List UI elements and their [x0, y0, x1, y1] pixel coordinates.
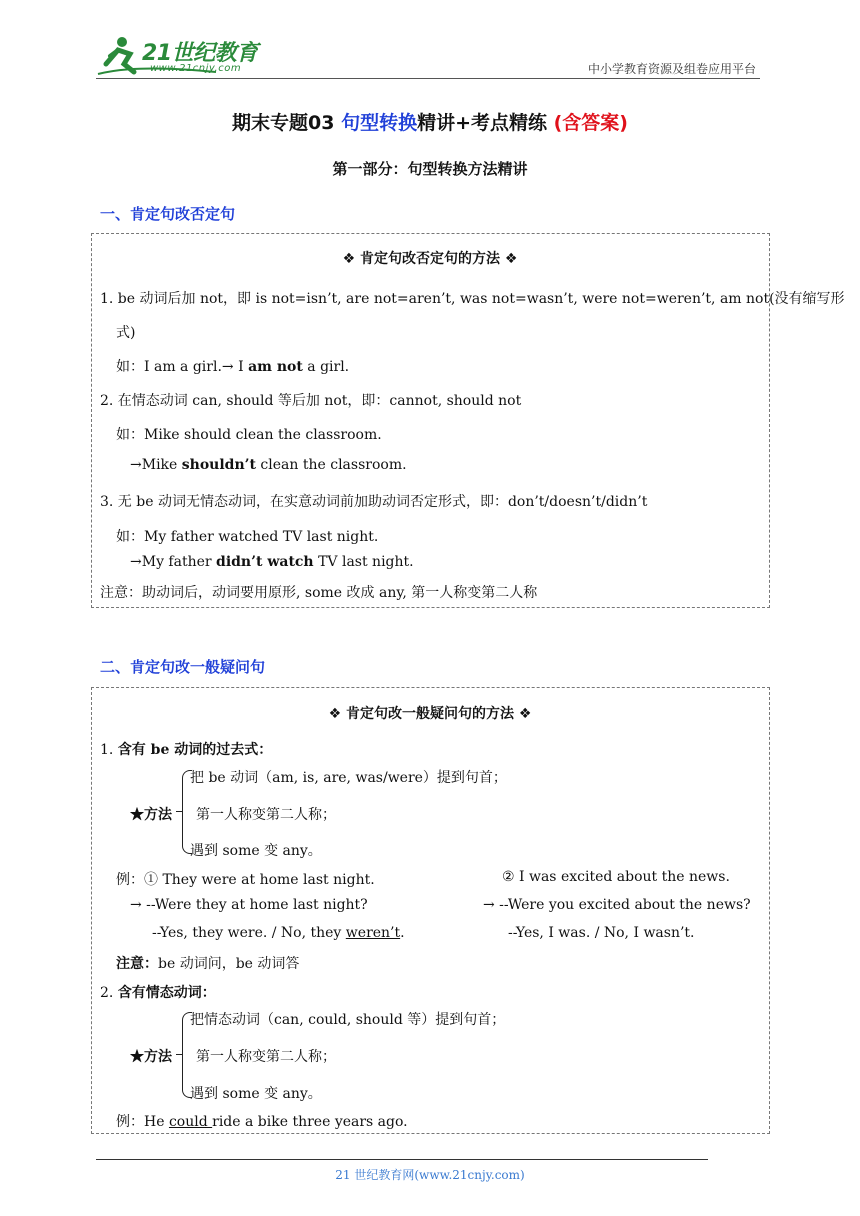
title-part-4: (含答案): [553, 112, 628, 134]
s2-method-2-b: 第一人称变第二人称；: [196, 1049, 336, 1065]
header-divider: [96, 78, 760, 79]
s1-l5c: clean the classroom.: [255, 457, 407, 473]
s2-example-2: ② I was excited about the news.: [502, 869, 730, 885]
s2-example-2-a: --Yes, I was. / No, I wasn’t.: [508, 925, 695, 941]
s2-ex-a: 例：He: [116, 1114, 169, 1130]
s2-p2a: 2.: [100, 985, 118, 1001]
s2-note: [116, 953, 299, 973]
s2-example-1-q: → --Were they at home last night?: [130, 897, 368, 913]
s1-l2b: am not: [248, 359, 303, 375]
s1-line-1b: 式): [116, 325, 136, 341]
footer-text[interactable]: 21 世纪教育网(www.21cnjy.com): [335, 1168, 525, 1182]
s1-note: 注意：助动词后，动词要用原形, some 改成 any, 第一人称变第二人称: [100, 585, 538, 601]
s1-line-8: [130, 554, 414, 570]
s2-method-2-a: 把情态动词（can, could, should 等）提到句首；: [190, 1012, 506, 1028]
title-part-2: 句型转换: [341, 112, 418, 134]
section-1-box-title: ❖ 肯定句改否定句的方法 ❖: [342, 251, 518, 267]
s1-line-4: 如：Mike should clean the classroom.: [116, 427, 382, 443]
s2-method-label-1: ★方法: [130, 807, 172, 823]
s2-note-b: be 动词问，be 动词答: [158, 956, 300, 972]
s1-line-5: [130, 457, 407, 473]
page-title: [0, 108, 860, 135]
s1-line-7: 如：My father watched TV last night.: [116, 529, 379, 545]
brace-2-tip: [176, 1054, 182, 1055]
s2-method-2-c: 遇到 some 变 any。: [190, 1086, 322, 1102]
s2-example-3: [116, 1111, 408, 1131]
s2-p1b: 含有 be 动词的过去式：: [117, 742, 273, 758]
s1-l2a: 如：I am a girl.→ I: [116, 359, 249, 375]
brace-1-tip: [176, 811, 182, 812]
s2-method-1-c: 遇到 some 变 any。: [190, 843, 322, 859]
s2-ex-b: could: [168, 1114, 213, 1130]
s2-ex-c: ride a bike three years ago.: [212, 1114, 408, 1130]
section-2-box-title: ❖ 肯定句改一般疑问句的方法 ❖: [328, 706, 532, 722]
s1-line-2: [116, 356, 349, 376]
s1-line-3: 2. 在情态动词 can, should 等后加 not，即：cannot, should not: [100, 393, 522, 409]
s2-example-2-q: → --Were you excited about the news?: [483, 897, 751, 913]
title-part-1: 期末专题03: [232, 112, 342, 134]
s2-example-1: 例：① They were at home last night.: [116, 872, 375, 888]
s2-point-2: [100, 982, 216, 1002]
s1-l8c: TV last night.: [313, 554, 414, 570]
title-part-3: 精讲+考点精练: [417, 112, 554, 134]
s1-l5a: →Mike: [130, 457, 182, 473]
footer-divider: [96, 1159, 708, 1160]
s2-e5c: .: [400, 925, 405, 941]
s2-point-1: [100, 739, 272, 759]
s1-line-6: 3. 无 be 动词无情态动词，在实意动词前加助动词否定形式，即：don’t/doesn’t/didn’t: [100, 494, 648, 510]
s2-example-1-a: [152, 925, 405, 941]
section-2-heading: 二、肯定句改一般疑问句: [100, 658, 266, 676]
section-1-heading: 一、肯定句改否定句: [100, 205, 236, 223]
s2-p1a: 1.: [100, 742, 118, 758]
s2-e5b: weren’t: [345, 925, 401, 941]
s2-method-1-b: 第一人称变第二人称；: [196, 807, 336, 823]
platform-name: 中小学教育资源及组卷应用平台: [587, 62, 756, 76]
s2-p2b: 含有情态动词：: [117, 985, 216, 1001]
s2-e5a: --Yes, they were. / No, they: [152, 925, 346, 941]
s1-line-1: 1. be 动词后加 not，即 is not=isn’t, are not=aren’t, was not=wasn’t, were not=weren’t, am not(没有缩写形: [100, 291, 845, 307]
s1-l5b: shouldn’t: [181, 457, 256, 473]
s2-note-a: 注意：: [116, 956, 158, 972]
s1-l8b: didn’t watch: [216, 554, 314, 570]
logo-url: www.21cnjy.com: [150, 63, 242, 74]
s1-l8a: →My father: [130, 554, 217, 570]
part-heading: 第一部分：句型转换方法精讲: [332, 160, 528, 178]
s1-l2c: a girl.: [302, 359, 350, 375]
s2-method-label-2: ★方法: [130, 1049, 172, 1065]
logo-text: 21世纪教育: [142, 41, 258, 66]
s2-method-1-a: 把 be 动词（am, is, are, was/were）提到句首；: [190, 770, 507, 786]
